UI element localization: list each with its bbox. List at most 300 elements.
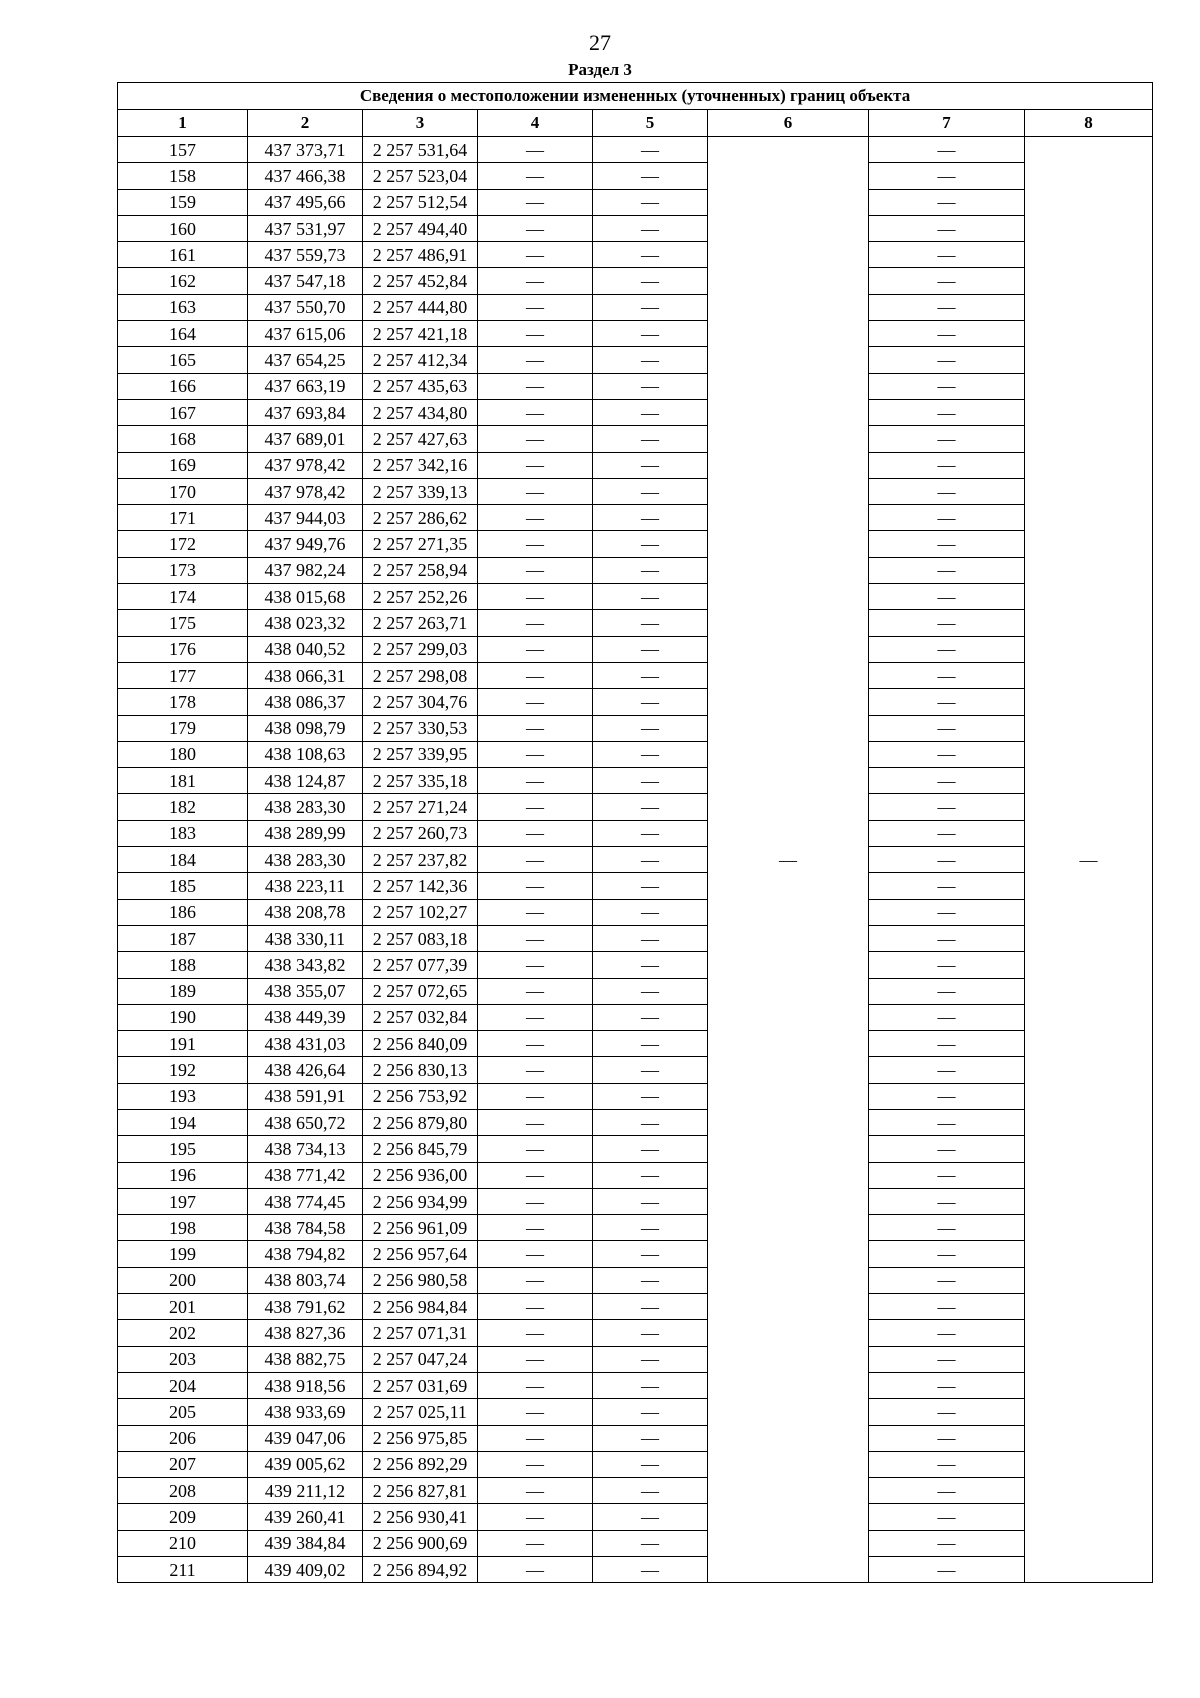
y-coordinate-cell: 2 257 330,53 [363, 715, 478, 741]
x-coordinate-cell: 437 615,06 [248, 321, 363, 347]
column-4-cell: — [478, 137, 593, 163]
x-coordinate-cell: 438 330,11 [248, 925, 363, 951]
column-7-cell: — [869, 1478, 1025, 1504]
column-7-cell: — [869, 242, 1025, 268]
table-row [118, 373, 1153, 399]
y-coordinate-cell: 2 256 957,64 [363, 1241, 478, 1267]
x-coordinate-cell: 438 283,30 [248, 847, 363, 873]
x-coordinate-cell: 438 918,56 [248, 1372, 363, 1398]
column-5-cell: — [593, 1372, 708, 1398]
point-number-cell: 157 [118, 137, 248, 163]
table-row [118, 215, 1153, 241]
column-4-cell: — [478, 1215, 593, 1241]
y-coordinate-cell: 2 257 271,24 [363, 794, 478, 820]
column-5-cell: — [593, 1504, 708, 1530]
column-5-cell: — [593, 952, 708, 978]
column-7-cell: — [869, 1557, 1025, 1583]
point-number-cell: 193 [118, 1083, 248, 1109]
column-5-cell: — [593, 925, 708, 951]
column-4-cell: — [478, 1530, 593, 1556]
column-5-cell: — [593, 1267, 708, 1293]
x-coordinate-cell: 437 466,38 [248, 163, 363, 189]
column-5-cell: — [593, 873, 708, 899]
y-coordinate-cell: 2 257 083,18 [363, 925, 478, 951]
point-number-cell: 209 [118, 1504, 248, 1530]
column-4-cell: — [478, 662, 593, 688]
column-7-cell: — [869, 1425, 1025, 1451]
y-coordinate-cell: 2 257 342,16 [363, 452, 478, 478]
column-7-cell: — [869, 1188, 1025, 1214]
table-row [118, 426, 1153, 452]
column-7-cell: — [869, 426, 1025, 452]
point-number-cell: 182 [118, 794, 248, 820]
y-coordinate-cell: 2 257 271,35 [363, 531, 478, 557]
x-coordinate-cell: 437 663,19 [248, 373, 363, 399]
point-number-cell: 174 [118, 584, 248, 610]
point-number-cell: 162 [118, 268, 248, 294]
point-number-cell: 189 [118, 978, 248, 1004]
column-4-cell: — [478, 741, 593, 767]
x-coordinate-cell: 438 784,58 [248, 1215, 363, 1241]
column-7-cell: — [869, 399, 1025, 425]
column-4-cell: — [478, 1557, 593, 1583]
y-coordinate-cell: 2 256 845,79 [363, 1136, 478, 1162]
column-4-cell: — [478, 1057, 593, 1083]
column-4-cell: — [478, 768, 593, 794]
column-4-cell: — [478, 294, 593, 320]
column-5-cell: — [593, 1057, 708, 1083]
point-number-cell: 183 [118, 820, 248, 846]
column-5-cell: — [593, 1557, 708, 1583]
point-number-cell: 177 [118, 662, 248, 688]
y-coordinate-cell: 2 257 421,18 [363, 321, 478, 347]
column-7-cell: — [869, 1372, 1025, 1398]
column-5-cell: — [593, 978, 708, 1004]
x-coordinate-cell: 438 449,39 [248, 1004, 363, 1030]
table-row [118, 610, 1153, 636]
column-5-cell: — [593, 1294, 708, 1320]
y-coordinate-cell: 2 257 486,91 [363, 242, 478, 268]
column-5-cell: — [593, 1031, 708, 1057]
column-4-cell: — [478, 399, 593, 425]
y-coordinate-cell: 2 257 339,95 [363, 741, 478, 767]
table-row [118, 294, 1153, 320]
column-5-cell: — [593, 268, 708, 294]
y-coordinate-cell: 2 257 452,84 [363, 268, 478, 294]
y-coordinate-cell: 2 257 412,34 [363, 347, 478, 373]
table-row [118, 768, 1153, 794]
column-5-cell: — [593, 584, 708, 610]
table-row [118, 899, 1153, 925]
y-coordinate-cell: 2 257 032,84 [363, 1004, 478, 1030]
column-5-cell: — [593, 1136, 708, 1162]
column-5-cell: — [593, 189, 708, 215]
x-coordinate-cell: 438 283,30 [248, 794, 363, 820]
table-row [118, 662, 1153, 688]
y-coordinate-cell: 2 257 339,13 [363, 478, 478, 504]
column-4-cell: — [478, 1320, 593, 1346]
table-row [118, 531, 1153, 557]
y-coordinate-cell: 2 257 427,63 [363, 426, 478, 452]
x-coordinate-cell: 438 040,52 [248, 636, 363, 662]
column-5-cell: — [593, 163, 708, 189]
point-number-cell: 181 [118, 768, 248, 794]
column-4-cell: — [478, 347, 593, 373]
column-7-cell: — [869, 452, 1025, 478]
point-number-cell: 211 [118, 1557, 248, 1583]
y-coordinate-cell: 2 257 304,76 [363, 689, 478, 715]
x-coordinate-cell: 438 650,72 [248, 1109, 363, 1135]
column-4-cell: — [478, 847, 593, 873]
column-5-cell: — [593, 1346, 708, 1372]
y-coordinate-cell: 2 256 840,09 [363, 1031, 478, 1057]
column-7-cell: — [869, 899, 1025, 925]
column-5-cell: — [593, 452, 708, 478]
column-4-cell: — [478, 1004, 593, 1030]
y-coordinate-cell: 2 257 512,54 [363, 189, 478, 215]
table-row [118, 321, 1153, 347]
table-row [118, 1530, 1153, 1556]
column-5-cell: — [593, 1478, 708, 1504]
point-number-cell: 184 [118, 847, 248, 873]
column-7-cell: — [869, 1320, 1025, 1346]
table-row [118, 478, 1153, 504]
column-4-cell: — [478, 1346, 593, 1372]
point-number-cell: 161 [118, 242, 248, 268]
x-coordinate-cell: 437 982,24 [248, 557, 363, 583]
column-5-cell: — [593, 478, 708, 504]
point-number-cell: 202 [118, 1320, 248, 1346]
column-number: 3 [363, 110, 478, 137]
x-coordinate-cell: 437 559,73 [248, 242, 363, 268]
column-5-cell: — [593, 1425, 708, 1451]
column-7-cell: — [869, 1267, 1025, 1293]
column-4-cell: — [478, 925, 593, 951]
x-coordinate-cell: 437 949,76 [248, 531, 363, 557]
y-coordinate-cell: 2 257 102,27 [363, 899, 478, 925]
point-number-cell: 188 [118, 952, 248, 978]
column-5-cell: — [593, 1188, 708, 1214]
column-4-cell: — [478, 899, 593, 925]
column-4-cell: — [478, 1504, 593, 1530]
column-7-cell: — [869, 557, 1025, 583]
x-coordinate-cell: 438 098,79 [248, 715, 363, 741]
point-number-cell: 163 [118, 294, 248, 320]
column-7-cell: — [869, 163, 1025, 189]
x-coordinate-cell: 439 384,84 [248, 1530, 363, 1556]
table-row [118, 163, 1153, 189]
y-coordinate-cell: 2 257 258,94 [363, 557, 478, 583]
column-5-cell: — [593, 662, 708, 688]
column-7-cell: — [869, 873, 1025, 899]
point-number-cell: 180 [118, 741, 248, 767]
table-row [118, 268, 1153, 294]
point-number-cell: 158 [118, 163, 248, 189]
column-7-cell: — [869, 794, 1025, 820]
column-8-merged-cell: — [1025, 137, 1153, 1583]
x-coordinate-cell: 438 827,36 [248, 1320, 363, 1346]
y-coordinate-cell: 2 257 237,82 [363, 847, 478, 873]
x-coordinate-cell: 437 373,71 [248, 137, 363, 163]
column-5-cell: — [593, 399, 708, 425]
column-4-cell: — [478, 715, 593, 741]
y-coordinate-cell: 2 256 930,41 [363, 1504, 478, 1530]
point-number-cell: 179 [118, 715, 248, 741]
column-5-cell: — [593, 1241, 708, 1267]
table-row [118, 952, 1153, 978]
x-coordinate-cell: 437 550,70 [248, 294, 363, 320]
table-row [118, 847, 1153, 873]
column-5-cell: — [593, 373, 708, 399]
point-number-cell: 186 [118, 899, 248, 925]
x-coordinate-cell: 437 978,42 [248, 478, 363, 504]
column-4-cell: — [478, 794, 593, 820]
x-coordinate-cell: 438 023,32 [248, 610, 363, 636]
table-row [118, 1504, 1153, 1530]
coordinates-table [117, 82, 1153, 1583]
column-4-cell: — [478, 373, 593, 399]
column-4-cell: — [478, 452, 593, 478]
point-number-cell: 164 [118, 321, 248, 347]
x-coordinate-cell: 439 047,06 [248, 1425, 363, 1451]
point-number-cell: 204 [118, 1372, 248, 1398]
column-5-cell: — [593, 1083, 708, 1109]
column-7-cell: — [869, 952, 1025, 978]
column-7-cell: — [869, 768, 1025, 794]
table-row [118, 1267, 1153, 1293]
x-coordinate-cell: 438 066,31 [248, 662, 363, 688]
column-number: 2 [248, 110, 363, 137]
column-7-cell: — [869, 1109, 1025, 1135]
table-row [118, 1294, 1153, 1320]
table-row [118, 689, 1153, 715]
column-7-cell: — [869, 689, 1025, 715]
y-coordinate-cell: 2 256 892,29 [363, 1451, 478, 1477]
column-4-cell: — [478, 636, 593, 662]
point-number-cell: 190 [118, 1004, 248, 1030]
column-7-cell: — [869, 1504, 1025, 1530]
column-5-cell: — [593, 636, 708, 662]
column-4-cell: — [478, 1031, 593, 1057]
column-number: 5 [593, 110, 708, 137]
point-number-cell: 196 [118, 1162, 248, 1188]
y-coordinate-cell: 2 256 934,99 [363, 1188, 478, 1214]
column-7-cell: — [869, 1294, 1025, 1320]
column-4-cell: — [478, 163, 593, 189]
table-row [118, 1136, 1153, 1162]
page-number: 27 [589, 30, 611, 55]
column-7-cell: — [869, 1530, 1025, 1556]
column-5-cell: — [593, 137, 708, 163]
column-5-cell: — [593, 1109, 708, 1135]
x-coordinate-cell: 438 343,82 [248, 952, 363, 978]
x-coordinate-cell: 438 289,99 [248, 820, 363, 846]
point-number-cell: 165 [118, 347, 248, 373]
column-4-cell: — [478, 820, 593, 846]
table-row [118, 1346, 1153, 1372]
x-coordinate-cell: 438 591,91 [248, 1083, 363, 1109]
y-coordinate-cell: 2 256 980,58 [363, 1267, 478, 1293]
y-coordinate-cell: 2 257 025,11 [363, 1399, 478, 1425]
y-coordinate-cell: 2 256 900,69 [363, 1530, 478, 1556]
column-7-cell: — [869, 636, 1025, 662]
column-5-cell: — [593, 1004, 708, 1030]
column-5-cell: — [593, 426, 708, 452]
y-coordinate-cell: 2 257 523,04 [363, 163, 478, 189]
x-coordinate-cell: 437 978,42 [248, 452, 363, 478]
column-7-cell: — [869, 373, 1025, 399]
y-coordinate-cell: 2 257 072,65 [363, 978, 478, 1004]
column-5-cell: — [593, 715, 708, 741]
section-title: Раздел 3 [568, 60, 632, 79]
table-row [118, 820, 1153, 846]
y-coordinate-cell: 2 257 071,31 [363, 1320, 478, 1346]
column-7-cell: — [869, 1136, 1025, 1162]
x-coordinate-cell: 438 882,75 [248, 1346, 363, 1372]
table-caption: Сведения о местоположении измененных (уточненных) границ объекта [118, 83, 1153, 110]
column-7-cell: — [869, 1346, 1025, 1372]
point-number-cell: 198 [118, 1215, 248, 1241]
column-5-cell: — [593, 505, 708, 531]
column-number: 7 [869, 110, 1025, 137]
y-coordinate-cell: 2 256 827,81 [363, 1478, 478, 1504]
table-row [118, 1083, 1153, 1109]
column-4-cell: — [478, 952, 593, 978]
table-row [118, 978, 1153, 1004]
column-5-cell: — [593, 1162, 708, 1188]
x-coordinate-cell: 438 431,03 [248, 1031, 363, 1057]
y-coordinate-cell: 2 257 335,18 [363, 768, 478, 794]
point-number-cell: 200 [118, 1267, 248, 1293]
y-coordinate-cell: 2 257 435,63 [363, 373, 478, 399]
table-row [118, 1320, 1153, 1346]
table-row [118, 1109, 1153, 1135]
column-7-cell: — [869, 505, 1025, 531]
point-number-cell: 195 [118, 1136, 248, 1162]
column-7-cell: — [869, 1162, 1025, 1188]
column-7-cell: — [869, 294, 1025, 320]
x-coordinate-cell: 438 803,74 [248, 1267, 363, 1293]
y-coordinate-cell: 2 256 879,80 [363, 1109, 478, 1135]
column-number: 6 [708, 110, 869, 137]
point-number-cell: 192 [118, 1057, 248, 1083]
column-7-cell: — [869, 347, 1025, 373]
x-coordinate-cell: 438 771,42 [248, 1162, 363, 1188]
y-coordinate-cell: 2 257 434,80 [363, 399, 478, 425]
column-7-cell: — [869, 820, 1025, 846]
y-coordinate-cell: 2 257 263,71 [363, 610, 478, 636]
y-coordinate-cell: 2 256 936,00 [363, 1162, 478, 1188]
y-coordinate-cell: 2 257 142,36 [363, 873, 478, 899]
column-number: 8 [1025, 110, 1153, 137]
table-row [118, 557, 1153, 583]
table-row [118, 1451, 1153, 1477]
column-4-cell: — [478, 189, 593, 215]
table-row [118, 1372, 1153, 1398]
column-7-cell: — [869, 1215, 1025, 1241]
point-number-cell: 167 [118, 399, 248, 425]
column-4-cell: — [478, 689, 593, 715]
column-7-cell: — [869, 189, 1025, 215]
point-number-cell: 191 [118, 1031, 248, 1057]
column-5-cell: — [593, 531, 708, 557]
column-4-cell: — [478, 215, 593, 241]
table-row [118, 1057, 1153, 1083]
column-4-cell: — [478, 1478, 593, 1504]
column-5-cell: — [593, 794, 708, 820]
column-7-cell: — [869, 1451, 1025, 1477]
x-coordinate-cell: 439 211,12 [248, 1478, 363, 1504]
column-5-cell: — [593, 899, 708, 925]
column-4-cell: — [478, 1109, 593, 1135]
column-7-cell: — [869, 1241, 1025, 1267]
column-5-cell: — [593, 321, 708, 347]
y-coordinate-cell: 2 256 984,84 [363, 1294, 478, 1320]
column-4-cell: — [478, 321, 593, 347]
column-number: 1 [118, 110, 248, 137]
x-coordinate-cell: 438 086,37 [248, 689, 363, 715]
x-coordinate-cell: 437 495,66 [248, 189, 363, 215]
x-coordinate-cell: 438 223,11 [248, 873, 363, 899]
table-row [118, 925, 1153, 951]
table-row [118, 1162, 1153, 1188]
table-row [118, 1399, 1153, 1425]
column-5-cell: — [593, 1215, 708, 1241]
table-row [118, 1241, 1153, 1267]
point-number-cell: 187 [118, 925, 248, 951]
column-4-cell: — [478, 242, 593, 268]
y-coordinate-cell: 2 257 031,69 [363, 1372, 478, 1398]
column-4-cell: — [478, 1372, 593, 1398]
column-7-cell: — [869, 1083, 1025, 1109]
table-row [118, 741, 1153, 767]
table-row [118, 715, 1153, 741]
column-4-cell: — [478, 873, 593, 899]
point-number-cell: 206 [118, 1425, 248, 1451]
x-coordinate-cell: 438 794,82 [248, 1241, 363, 1267]
table-row [118, 1188, 1153, 1214]
column-4-cell: — [478, 1399, 593, 1425]
table-row [118, 1557, 1153, 1583]
table-row [118, 584, 1153, 610]
column-5-cell: — [593, 242, 708, 268]
column-5-cell: — [593, 741, 708, 767]
point-number-cell: 203 [118, 1346, 248, 1372]
column-7-cell: — [869, 478, 1025, 504]
column-7-cell: — [869, 1057, 1025, 1083]
point-number-cell: 166 [118, 373, 248, 399]
y-coordinate-cell: 2 257 286,62 [363, 505, 478, 531]
point-number-cell: 205 [118, 1399, 248, 1425]
column-4-cell: — [478, 1451, 593, 1477]
point-number-cell: 172 [118, 531, 248, 557]
point-number-cell: 207 [118, 1451, 248, 1477]
x-coordinate-cell: 438 108,63 [248, 741, 363, 767]
table-row [118, 1031, 1153, 1057]
column-4-cell: — [478, 557, 593, 583]
x-coordinate-cell: 438 355,07 [248, 978, 363, 1004]
column-5-cell: — [593, 1530, 708, 1556]
point-number-cell: 176 [118, 636, 248, 662]
point-number-cell: 210 [118, 1530, 248, 1556]
column-7-cell: — [869, 584, 1025, 610]
column-number: 4 [478, 110, 593, 137]
x-coordinate-cell: 437 944,03 [248, 505, 363, 531]
column-7-cell: — [869, 268, 1025, 294]
table-row [118, 1478, 1153, 1504]
x-coordinate-cell: 438 774,45 [248, 1188, 363, 1214]
y-coordinate-cell: 2 257 494,40 [363, 215, 478, 241]
